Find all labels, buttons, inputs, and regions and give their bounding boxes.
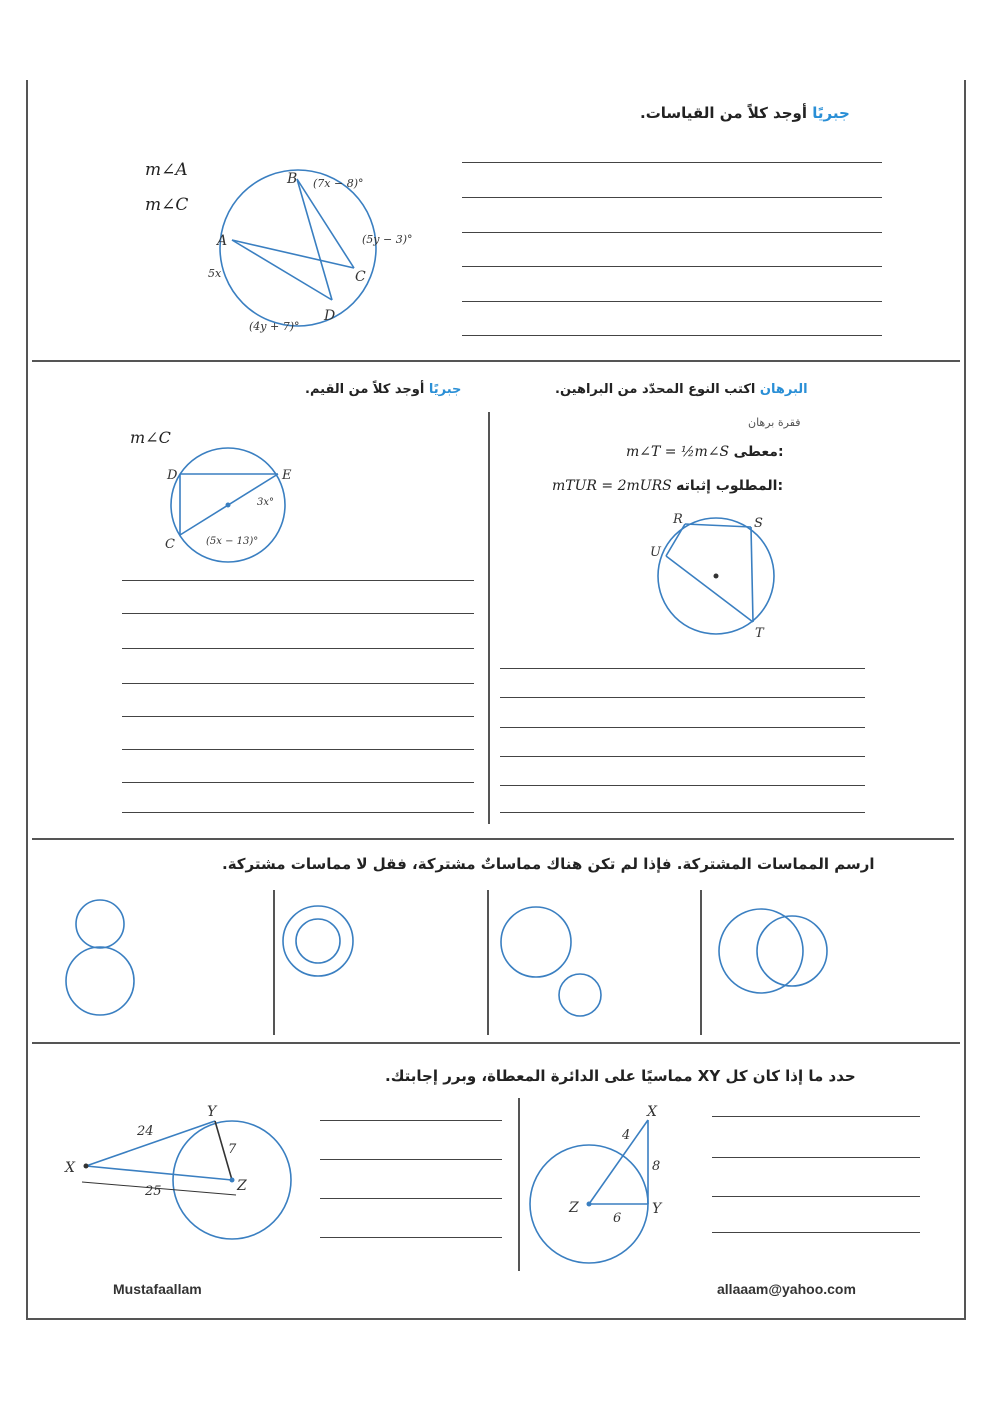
answer-line[interactable] bbox=[500, 697, 865, 698]
label-t: T bbox=[755, 626, 764, 641]
answer-line[interactable] bbox=[122, 683, 474, 684]
value-8: 8 bbox=[652, 1159, 661, 1174]
label-z1: Z bbox=[237, 1178, 247, 1194]
tangent-circles-figure-1 bbox=[50, 890, 250, 1030]
section1-tag: جبريًا bbox=[812, 104, 850, 122]
column-divider bbox=[273, 890, 275, 1035]
answer-line[interactable] bbox=[122, 749, 474, 750]
answer-line[interactable] bbox=[712, 1232, 920, 1233]
section2-right-heading bbox=[555, 382, 808, 397]
answer-line[interactable] bbox=[320, 1120, 502, 1121]
label-r: R bbox=[673, 512, 683, 527]
label-a: A bbox=[217, 233, 228, 249]
tangent-circles-figure-3 bbox=[495, 890, 695, 1030]
answer-line[interactable] bbox=[500, 812, 865, 813]
prove-label: المطلوب إثباته: bbox=[676, 478, 784, 494]
section2-right-instruction: اكتب النوع المحدّد من البراهين. bbox=[555, 382, 756, 397]
tangent-figure-xyz-1 bbox=[60, 1100, 310, 1260]
arc-label-3x: 3x° bbox=[257, 497, 275, 508]
tangent-circles-figure-2 bbox=[280, 890, 480, 1030]
arc-label-5x: 5x bbox=[208, 267, 222, 280]
label-c2: C bbox=[165, 537, 175, 552]
prove-expression: mTUR = 2mURS bbox=[552, 478, 672, 494]
answer-line[interactable] bbox=[462, 301, 882, 302]
label-s: S bbox=[754, 516, 763, 531]
question-m-angle-c: m∠C bbox=[145, 195, 189, 215]
label-b: B bbox=[287, 171, 298, 187]
section1-instruction: أوجد كلاً من القياسات. bbox=[640, 104, 807, 122]
label-d2: D bbox=[167, 468, 178, 483]
answer-line[interactable] bbox=[122, 648, 474, 649]
given-expression: m∠T = ½m∠S bbox=[626, 444, 730, 460]
circle-figure-rsut bbox=[645, 505, 795, 645]
section2-right-tag: البرهان bbox=[759, 382, 808, 397]
value-25: 25 bbox=[145, 1184, 162, 1199]
answer-line[interactable] bbox=[500, 727, 865, 728]
answer-line[interactable] bbox=[122, 782, 474, 783]
section2-left-heading bbox=[305, 382, 461, 397]
label-u: U bbox=[650, 545, 661, 560]
answer-line[interactable] bbox=[462, 197, 882, 198]
answer-line[interactable] bbox=[500, 756, 865, 757]
answer-line[interactable] bbox=[712, 1116, 920, 1117]
label-z2: Z bbox=[569, 1200, 579, 1216]
label-e: E bbox=[282, 468, 292, 483]
column-divider bbox=[700, 890, 702, 1035]
circle-figure-abcd bbox=[200, 165, 440, 345]
arc-label-7x-8: (7x − 8)° bbox=[313, 177, 364, 190]
section-divider bbox=[32, 1042, 960, 1044]
answer-line[interactable] bbox=[462, 335, 882, 336]
tangent-figure-xyz-2 bbox=[520, 1100, 710, 1270]
answer-line[interactable] bbox=[320, 1159, 502, 1160]
section3-instruction: ارسم المماسات المشتركة. فإذا لم تكن هناك مماساتٌ مشتركة، فقل لا مماسات مشتركة. bbox=[222, 855, 875, 873]
proof-type: فقرة برهان bbox=[748, 416, 801, 429]
section-divider bbox=[32, 838, 954, 840]
footer-email: allaaam@yahoo.com bbox=[717, 1281, 856, 1297]
tangent-circles-figure-4 bbox=[710, 890, 910, 1030]
circle-figure-dec bbox=[160, 445, 320, 575]
answer-line[interactable] bbox=[500, 785, 865, 786]
answer-line[interactable] bbox=[320, 1237, 502, 1238]
answer-line[interactable] bbox=[122, 812, 474, 813]
given-label: معطى: bbox=[733, 444, 784, 460]
label-d: D bbox=[324, 308, 336, 324]
question-m-angle-a: m∠A bbox=[145, 160, 188, 180]
answer-line[interactable] bbox=[320, 1198, 502, 1199]
value-6: 6 bbox=[613, 1211, 622, 1226]
label-y1: Y bbox=[207, 1104, 217, 1120]
section2-left-tag: جبريًا bbox=[428, 382, 462, 397]
answer-line[interactable] bbox=[462, 162, 882, 163]
prove-row bbox=[552, 478, 783, 494]
answer-line[interactable] bbox=[122, 716, 474, 717]
label-y2: Y bbox=[652, 1201, 662, 1217]
arc-label-4y-7: (4y + 7)° bbox=[249, 320, 300, 333]
answer-line[interactable] bbox=[462, 232, 882, 233]
value-7: 7 bbox=[228, 1142, 237, 1157]
label-c: C bbox=[355, 269, 366, 285]
answer-line[interactable] bbox=[712, 1196, 920, 1197]
label-x2: X bbox=[647, 1104, 657, 1120]
value-4: 4 bbox=[622, 1128, 631, 1143]
answer-line[interactable] bbox=[500, 668, 865, 669]
answer-line[interactable] bbox=[712, 1157, 920, 1158]
label-x1: X bbox=[65, 1160, 75, 1176]
section4-instruction: حدد ما إذا كان كل XY مماسيًا على الدائرة المعطاة، وبرر إجابتك. bbox=[385, 1067, 856, 1085]
column-divider bbox=[487, 890, 489, 1035]
value-24: 24 bbox=[137, 1124, 154, 1139]
arc-label-5x-13: (5x − 13)° bbox=[206, 536, 259, 547]
answer-line[interactable] bbox=[122, 580, 474, 581]
answer-line[interactable] bbox=[122, 613, 474, 614]
question-m-angle-c-2: m∠C bbox=[130, 428, 171, 447]
arc-label-5y-3: (5y − 3)° bbox=[362, 233, 413, 246]
column-divider bbox=[488, 412, 490, 824]
section2-left-instruction: أوجد كلاً من القيم. bbox=[305, 382, 425, 397]
section-divider bbox=[32, 360, 960, 362]
answer-line[interactable] bbox=[462, 266, 882, 267]
given-row bbox=[626, 444, 784, 460]
section1-heading bbox=[640, 104, 850, 122]
footer-author: Mustafaallam bbox=[113, 1281, 202, 1297]
